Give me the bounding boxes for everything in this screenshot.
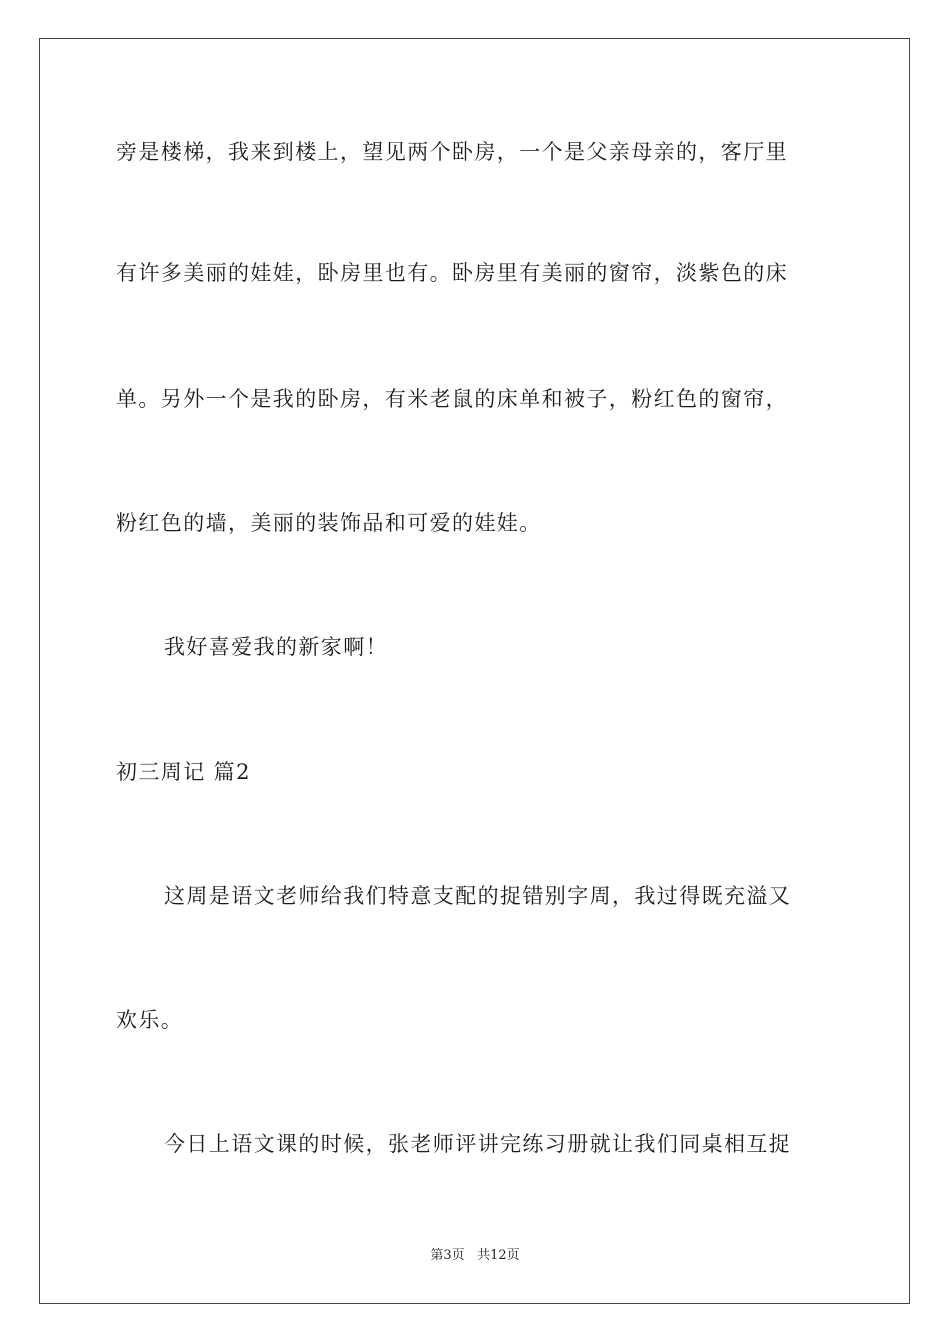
paragraph-line-2: 有许多美丽的娃娃，卧房里也有。卧房里有美丽的窗帘，淡紫色的床 — [116, 261, 788, 285]
page-number: 第3页 — [430, 1248, 465, 1263]
section-heading: 初三周记 篇2 — [116, 760, 251, 784]
paragraph-line-4: 粉红色的墙，美丽的装饰品和可爱的娃娃。 — [116, 511, 542, 535]
page-footer — [0, 1247, 950, 1265]
paragraph-line-5: 我好喜爱我的新家啊！ — [164, 635, 388, 659]
paragraph-line-7: 欢乐。 — [116, 1008, 184, 1032]
paragraph-line-1: 旁是楼梯，我来到楼上，望见两个卧房，一个是父亲母亲的，客厅里 — [116, 140, 788, 164]
page-total: 共12页 — [477, 1248, 520, 1263]
paragraph-line-6: 这周是语文老师给我们特意支配的捉错别字周，我过得既充溢又 — [164, 884, 792, 908]
paragraph-line-3: 单。另外一个是我的卧房，有米老鼠的床单和被子，粉红色的窗帘， — [116, 387, 788, 411]
page-border — [39, 38, 910, 1304]
paragraph-line-8: 今日上语文课的时候，张老师评讲完练习册就让我们同桌相互捉 — [164, 1132, 792, 1156]
